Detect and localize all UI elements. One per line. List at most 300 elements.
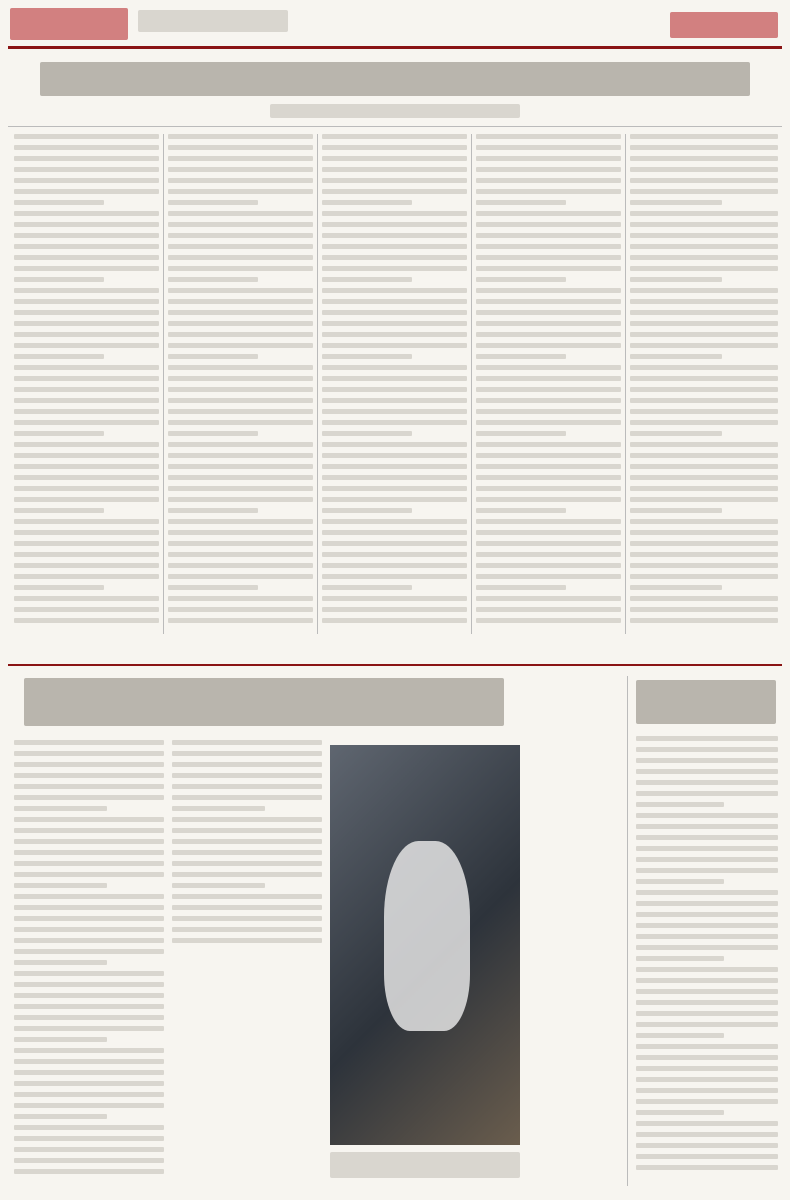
placeholder-line [14,618,159,623]
placeholder-line [172,927,322,932]
placeholder-line [630,552,778,557]
placeholder-line [322,277,412,282]
placeholder-line [630,585,722,590]
placeholder-line [14,1004,164,1009]
placeholder-line [168,255,313,260]
placeholder-line [14,1070,164,1075]
placeholder-line [630,178,778,183]
placeholder-line [14,762,164,767]
placeholder-line [14,156,159,161]
placeholder-line [14,916,164,921]
placeholder-line [14,795,164,800]
placeholder-line [14,1114,107,1119]
placeholder-line [14,552,159,557]
placeholder-line [476,277,566,282]
placeholder-line [14,1136,164,1141]
placeholder-line [14,1092,164,1097]
placeholder-line [322,244,467,249]
placeholder-line [630,211,778,216]
placeholder-line [14,1059,164,1064]
placeholder-line [14,519,159,524]
placeholder-line [168,288,313,293]
placeholder-line [476,519,621,524]
news-photo [330,745,520,1145]
placeholder-line [168,200,258,205]
photo-figure [384,841,470,1031]
placeholder-line [630,189,778,194]
placeholder-line [630,607,778,612]
placeholder-line [14,167,159,172]
placeholder-line [172,938,322,943]
placeholder-line [636,1022,778,1027]
placeholder-line [630,376,778,381]
placeholder-line [476,310,621,315]
placeholder-line [172,795,322,800]
placeholder-line [14,365,159,370]
placeholder-line [172,806,265,811]
placeholder-line [14,1081,164,1086]
placeholder-line [14,1048,164,1053]
placeholder-line [322,552,467,557]
placeholder-line [168,222,313,227]
placeholder-line [14,134,159,139]
placeholder-line [168,552,313,557]
placeholder-line [322,255,467,260]
placeholder-line [14,905,164,910]
sidebar-divider [627,676,628,1186]
placeholder-line [14,398,159,403]
placeholder-line [168,189,313,194]
placeholder-line [168,365,313,370]
placeholder-line [322,167,467,172]
placeholder-line [14,817,164,822]
placeholder-line [14,806,107,811]
placeholder-line [630,387,778,392]
placeholder-line [14,376,159,381]
column-3 [322,134,467,634]
placeholder-line [630,519,778,524]
placeholder-line [14,971,164,976]
placeholder-line [172,872,322,877]
placeholder-line [168,585,258,590]
photo-caption [330,1152,520,1178]
placeholder-line [476,530,621,535]
placeholder-line [14,861,164,866]
placeholder-line [14,387,159,392]
placeholder-line [636,1110,724,1115]
placeholder-line [14,585,104,590]
placeholder-line [636,824,778,829]
placeholder-line [322,310,467,315]
placeholder-line [476,222,621,227]
placeholder-line [322,299,467,304]
placeholder-line [630,222,778,227]
placeholder-line [630,475,778,480]
placeholder-line [630,563,778,568]
placeholder-line [630,431,722,436]
placeholder-line [636,890,778,895]
placeholder-line [322,409,467,414]
placeholder-line [168,244,313,249]
placeholder-line [636,1121,778,1126]
placeholder-line [476,343,621,348]
masthead-logo [10,8,128,40]
placeholder-line [14,431,104,436]
placeholder-line [476,321,621,326]
placeholder-line [14,233,159,238]
placeholder-line [168,233,313,238]
placeholder-line [322,233,467,238]
placeholder-line [630,453,778,458]
mid-rule [8,664,782,666]
placeholder-line [168,574,313,579]
placeholder-line [476,431,566,436]
placeholder-line [172,751,322,756]
placeholder-line [630,266,778,271]
placeholder-line [322,453,467,458]
placeholder-line [14,332,159,337]
placeholder-line [476,453,621,458]
placeholder-line [168,167,313,172]
placeholder-line [322,365,467,370]
placeholder-line [14,839,164,844]
placeholder-line [476,618,621,623]
placeholder-line [168,563,313,568]
placeholder-line [14,530,159,535]
placeholder-line [14,343,159,348]
placeholder-line [14,894,164,899]
placeholder-line [636,1055,778,1060]
placeholder-line [14,497,159,502]
placeholder-line [14,222,159,227]
placeholder-line [322,574,467,579]
placeholder-line [172,916,322,921]
placeholder-line [322,486,467,491]
placeholder-line [636,791,778,796]
placeholder-line [14,255,159,260]
placeholder-line [14,475,159,480]
placeholder-line [476,596,621,601]
placeholder-line [476,508,566,513]
placeholder-line [322,332,467,337]
placeholder-line [14,211,159,216]
placeholder-line [322,266,467,271]
placeholder-line [476,299,621,304]
placeholder-line [168,134,313,139]
placeholder-line [636,934,778,939]
placeholder-line [322,376,467,381]
placeholder-line [172,762,322,767]
placeholder-line [14,1037,107,1042]
placeholder-line [322,541,467,546]
placeholder-line [636,956,724,961]
second-story-col-2 [172,740,322,950]
placeholder-line [630,167,778,172]
placeholder-line [636,1077,778,1082]
placeholder-line [476,167,621,172]
placeholder-line [476,189,621,194]
headline-rule [8,126,782,127]
placeholder-line [476,365,621,370]
placeholder-line [322,519,467,524]
placeholder-line [476,200,566,205]
placeholder-line [14,354,104,359]
placeholder-line [14,883,107,888]
placeholder-line [14,1147,164,1152]
placeholder-line [172,740,322,745]
placeholder-line [168,409,313,414]
placeholder-line [168,464,313,469]
placeholder-line [476,541,621,546]
placeholder-line [630,530,778,535]
placeholder-line [14,751,164,756]
lead-byline [270,104,520,118]
placeholder-line [14,266,159,271]
placeholder-line [322,398,467,403]
placeholder-line [476,497,621,502]
placeholder-line [322,156,467,161]
column-divider-4 [625,134,626,634]
placeholder-line [630,420,778,425]
placeholder-line [168,211,313,216]
placeholder-line [630,145,778,150]
placeholder-line [168,596,313,601]
second-headline [24,678,504,726]
column-5 [630,134,778,634]
placeholder-line [636,1011,778,1016]
placeholder-line [630,321,778,326]
placeholder-line [14,596,159,601]
placeholder-line [14,288,159,293]
section-label [670,12,778,38]
placeholder-line [630,343,778,348]
placeholder-line [630,464,778,469]
placeholder-line [322,464,467,469]
placeholder-line [168,398,313,403]
placeholder-line [322,178,467,183]
placeholder-line [168,420,313,425]
masthead-rule [8,46,782,49]
placeholder-line [636,1099,778,1104]
placeholder-line [14,145,159,150]
placeholder-line [322,387,467,392]
placeholder-line [476,332,621,337]
placeholder-line [636,857,778,862]
placeholder-line [630,541,778,546]
placeholder-line [476,255,621,260]
placeholder-line [14,442,159,447]
second-story-col-1 [14,740,164,1180]
placeholder-line [168,431,258,436]
placeholder-line [322,431,412,436]
placeholder-line [636,736,778,741]
placeholder-line [476,233,621,238]
placeholder-line [14,310,159,315]
placeholder-line [14,486,159,491]
placeholder-line [476,607,621,612]
placeholder-line [476,420,621,425]
placeholder-line [476,266,621,271]
placeholder-line [630,574,778,579]
placeholder-line [14,277,104,282]
placeholder-line [636,912,778,917]
placeholder-line [630,299,778,304]
placeholder-line [630,233,778,238]
placeholder-line [168,321,313,326]
placeholder-line [636,802,724,807]
placeholder-line [322,354,412,359]
placeholder-line [636,813,778,818]
placeholder-line [636,1044,778,1049]
placeholder-line [14,189,159,194]
placeholder-line [322,189,467,194]
placeholder-line [322,563,467,568]
placeholder-line [172,894,322,899]
placeholder-line [168,519,313,524]
placeholder-line [168,541,313,546]
masthead-info [138,10,288,32]
placeholder-line [172,883,265,888]
placeholder-line [636,1088,778,1093]
placeholder-line [14,178,159,183]
placeholder-line [476,486,621,491]
placeholder-line [630,310,778,315]
placeholder-line [14,321,159,326]
placeholder-line [168,145,313,150]
placeholder-line [630,618,778,623]
placeholder-line [14,453,159,458]
placeholder-line [14,938,164,943]
placeholder-line [636,989,778,994]
placeholder-line [168,607,313,612]
placeholder-line [322,222,467,227]
placeholder-line [476,464,621,469]
placeholder-line [322,618,467,623]
placeholder-line [476,442,621,447]
placeholder-line [636,967,778,972]
placeholder-line [168,530,313,535]
sidebar-text [636,736,778,1176]
placeholder-line [630,354,722,359]
placeholder-line [14,607,159,612]
placeholder-line [14,200,104,205]
placeholder-line [168,354,258,359]
lead-headline [40,62,750,96]
placeholder-line [14,1169,164,1174]
placeholder-line [14,1103,164,1108]
placeholder-line [14,993,164,998]
placeholder-line [14,409,159,414]
placeholder-line [630,288,778,293]
placeholder-line [322,475,467,480]
placeholder-line [168,266,313,271]
placeholder-line [322,200,412,205]
placeholder-line [322,585,412,590]
placeholder-line [636,758,778,763]
placeholder-line [476,354,566,359]
placeholder-line [168,475,313,480]
placeholder-line [168,343,313,348]
column-divider-1 [163,134,164,634]
placeholder-line [630,332,778,337]
placeholder-line [476,563,621,568]
placeholder-line [630,409,778,414]
placeholder-line [476,244,621,249]
placeholder-line [14,563,159,568]
placeholder-line [14,1158,164,1163]
placeholder-line [630,497,778,502]
placeholder-line [172,828,322,833]
placeholder-line [636,1165,778,1170]
placeholder-line [168,486,313,491]
placeholder-line [636,868,778,873]
placeholder-line [172,861,322,866]
placeholder-line [168,442,313,447]
placeholder-line [168,508,258,513]
placeholder-line [168,453,313,458]
placeholder-line [630,398,778,403]
placeholder-line [476,145,621,150]
sidebar-headline [636,680,776,724]
placeholder-line [630,596,778,601]
placeholder-line [322,288,467,293]
placeholder-line [636,1033,724,1038]
placeholder-line [636,1154,778,1159]
placeholder-line [14,541,159,546]
placeholder-line [636,901,778,906]
placeholder-line [636,945,778,950]
placeholder-line [14,464,159,469]
placeholder-line [630,255,778,260]
placeholder-line [322,497,467,502]
placeholder-line [172,784,322,789]
placeholder-line [630,244,778,249]
placeholder-line [636,923,778,928]
placeholder-line [476,574,621,579]
placeholder-line [322,596,467,601]
placeholder-line [476,387,621,392]
placeholder-line [636,978,778,983]
placeholder-line [322,211,467,216]
placeholder-line [14,927,164,932]
column-divider-2 [317,134,318,634]
placeholder-line [14,949,164,954]
placeholder-line [476,134,621,139]
placeholder-line [14,1026,164,1031]
placeholder-line [636,1132,778,1137]
placeholder-line [636,1143,778,1148]
placeholder-line [630,200,722,205]
placeholder-line [636,769,778,774]
placeholder-line [14,784,164,789]
placeholder-line [322,607,467,612]
column-2 [168,134,313,634]
placeholder-line [322,134,467,139]
placeholder-line [14,773,164,778]
placeholder-line [168,376,313,381]
placeholder-line [14,244,159,249]
placeholder-line [322,442,467,447]
placeholder-line [630,486,778,491]
placeholder-line [322,508,412,513]
placeholder-line [636,1000,778,1005]
placeholder-line [14,740,164,745]
placeholder-line [322,145,467,150]
placeholder-line [322,343,467,348]
placeholder-line [476,211,621,216]
placeholder-line [476,475,621,480]
column-1 [14,134,159,634]
